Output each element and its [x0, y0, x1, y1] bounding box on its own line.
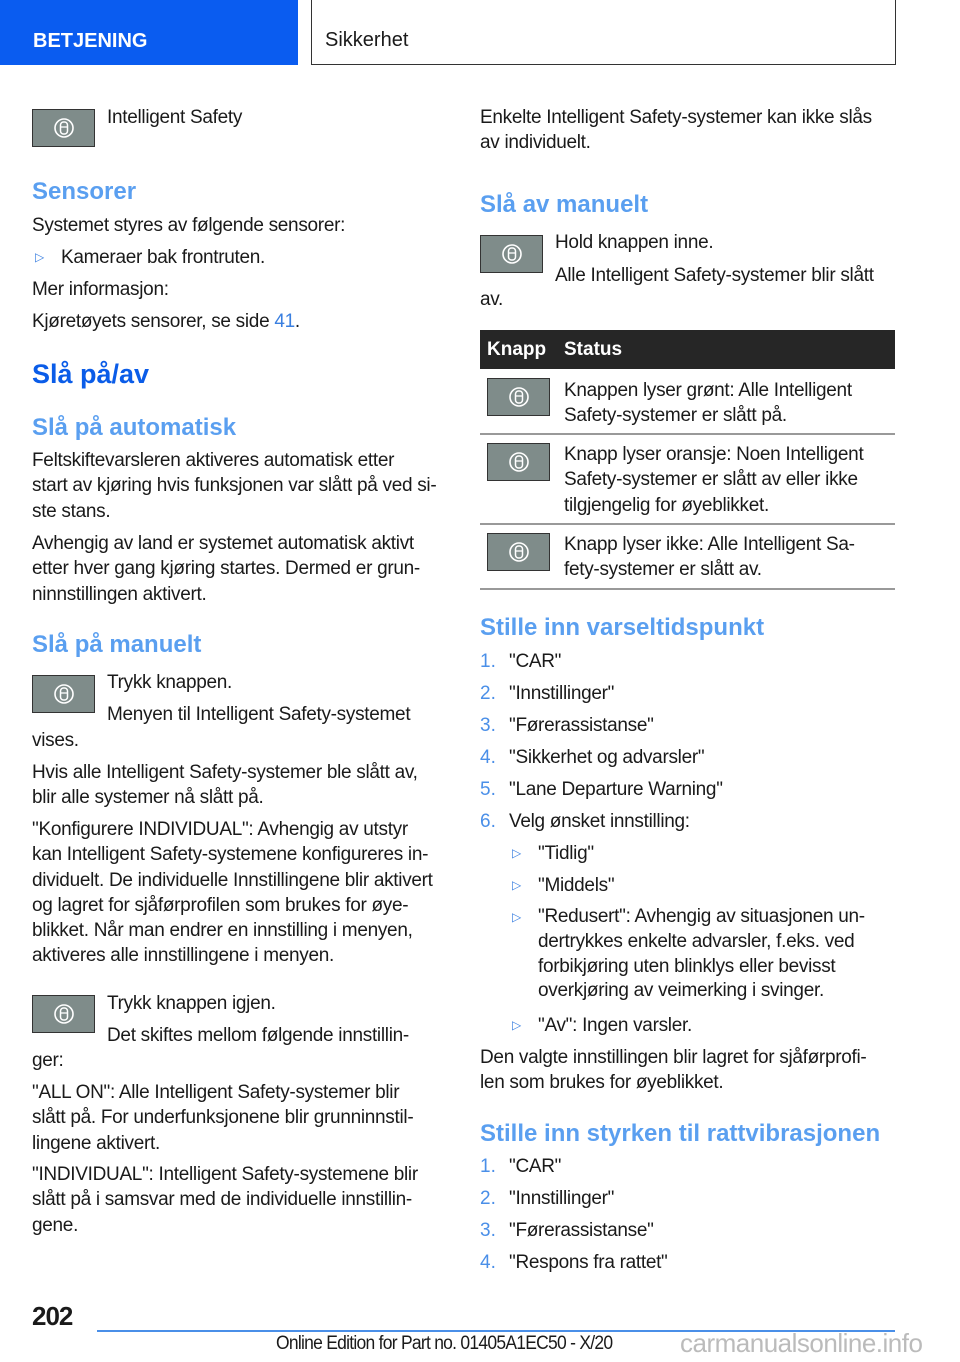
step-number: 5. — [480, 779, 496, 800]
heading-automatisk: Slå på automatisk — [32, 414, 237, 441]
list-item: "Førerassistanse" — [509, 1220, 654, 1241]
page-link[interactable]: 41 — [274, 311, 295, 332]
step-number: 4. — [480, 747, 496, 768]
intelligent-safety-button-icon — [487, 378, 550, 416]
list-item: "Førerassistanse" — [509, 715, 654, 736]
step-number: 2. — [480, 1188, 496, 1209]
triangle-bullet-icon: ▷ — [512, 1018, 522, 1032]
step-number: 4. — [480, 1252, 496, 1273]
list-item: "Innstillinger" — [509, 1188, 615, 1209]
intelligent-safety-button-icon — [487, 533, 550, 571]
table-row-divider — [480, 433, 895, 435]
step: ger: — [32, 1050, 64, 1071]
paragraph: Systemet styres av følgende sensorer: — [32, 215, 346, 236]
icon-label: Intelligent Safety — [107, 107, 243, 128]
table-cell-status: Knapp lyser ikke: Alle Intelligent Sa- fety-systemer er slått av. — [564, 534, 855, 581]
intelligent-safety-button-icon — [32, 675, 95, 713]
triangle-bullet-icon: ▷ — [512, 910, 522, 924]
list-item: "CAR" — [509, 651, 562, 672]
intelligent-safety-button-icon — [480, 235, 543, 273]
step: vises. — [32, 730, 79, 751]
step: Det skiftes mellom følgende innstillin- — [107, 1025, 409, 1046]
paragraph: Avhengig av land er systemet automatisk aktivt etter hver gang kjøring startes. Dermed er grun- ninnstillingen aktivert. — [32, 533, 420, 605]
step: av. — [480, 289, 504, 310]
triangle-bullet-icon: ▷ — [512, 846, 522, 860]
step: Menyen til Intelligent Safety-systemet — [107, 704, 411, 725]
column-header: Knapp — [487, 339, 547, 360]
chapter-tab — [311, 0, 896, 65]
option-item: "Av": Ingen varsler. — [538, 1015, 692, 1036]
heading-manuelt: Slå på manuelt — [32, 631, 202, 658]
option-item: "Redusert": Avhengig av situasjonen un- dertrykkes enkelte advarsler, f.eks. ved forbikjøring uten blinklys eller bevisst overkjøring av veimerking i svinger. — [538, 906, 865, 1002]
option-item: "Tidlig" — [538, 843, 594, 864]
heading-rattvibrasjon: Stille inn styrken til rattvibrasjonen — [480, 1120, 881, 1147]
list-item: "Lane Departure Warning" — [509, 779, 723, 800]
list-item: Velg ønsket innstilling: — [509, 811, 690, 832]
watermark: carmanualsonline.info — [680, 1328, 923, 1358]
triangle-bullet-icon: ▷ — [35, 250, 45, 264]
paragraph: Den valgte innstillingen blir lagret for sjåførprofi- len som brukes for øyeblikket. — [480, 1047, 867, 1094]
step-number: 1. — [480, 651, 496, 672]
step-number: 2. — [480, 683, 496, 704]
intelligent-safety-button-icon — [32, 109, 95, 147]
paragraph: "ALL ON": Alle Intelligent Safety-systemer blir slått på. For underfunksjonene blir grunninnstil- lingene aktivert. — [32, 1082, 414, 1154]
step-number: 3. — [480, 715, 496, 736]
list-item: "Respons fra rattet" — [509, 1252, 668, 1273]
paragraph: Enkelte Intelligent Safety-systemer kan ikke slås av individuelt. — [480, 107, 872, 154]
intelligent-safety-button-icon — [487, 443, 550, 481]
table-cell-status: Knappen lyser grønt: Alle Intelligent Safety-systemer er slått på. — [564, 380, 852, 427]
chapter-title: Sikkerhet — [325, 29, 409, 51]
step-number: 6. — [480, 811, 496, 832]
table-row-divider — [480, 588, 895, 590]
step: Alle Intelligent Safety-systemer blir slått — [555, 265, 874, 286]
heading-sla-pa-av: Slå på/av — [32, 359, 150, 389]
heading-sensorer: Sensorer — [32, 178, 137, 205]
heading-varseltidspunkt: Stille inn varseltidspunkt — [480, 614, 765, 641]
list-item: "Innstillinger" — [509, 683, 615, 704]
paragraph: "INDIVIDUAL": Intelligent Safety-systemene blir slått på i samsvar med de individuelle innstillin- gene. — [32, 1164, 418, 1236]
section-title: BETJENING — [33, 30, 148, 52]
paragraph: "Konfigurere INDIVIDUAL": Avhengig av utstyr kan Intelligent Safety-systemene konfigureres in- dividuelt. De individuelle Innstillingene blir aktivert og lagret for sjåførprofilen som brukes for øye- blikket. Når man endrer en innstilling i menyen, aktiveres alle innstillingene i menyen. — [32, 819, 433, 967]
paragraph: Mer informasjon: — [32, 279, 169, 300]
intelligent-safety-button-icon — [32, 995, 95, 1033]
list-item: "Sikkerhet og advarsler" — [509, 747, 705, 768]
step: Trykk knappen. — [107, 672, 232, 693]
reference-end: . — [294, 311, 300, 332]
table-row-divider — [480, 523, 895, 525]
triangle-bullet-icon: ▷ — [512, 878, 522, 892]
paragraph: Feltskiftevarsleren aktiveres automatisk etter start av kjøring hvis funksjonen var slått på ved si- ste stans. — [32, 450, 437, 522]
page-number: 202 — [32, 1301, 73, 1331]
step-number: 3. — [480, 1220, 496, 1241]
table-header — [480, 330, 895, 369]
list-item: "CAR" — [509, 1156, 562, 1177]
table-cell-status: Knapp lyser oransje: Noen Intelligent Safety-systemer er slått av eller ikke tilgjengelig for øyeblikket. — [564, 444, 864, 516]
step: Hold knappen inne. — [555, 232, 714, 253]
paragraph: Hvis alle Intelligent Safety-systemer ble slått av, blir alle systemer nå slått på. — [32, 762, 418, 809]
reference — [32, 309, 300, 334]
bullet-item: Kameraer bak frontruten. — [61, 247, 266, 268]
edition-text: Online Edition for Part no. 01405A1EC50 - X/20 — [276, 1333, 613, 1354]
reference-text: Kjøretøyets sensorer, se side — [32, 311, 275, 332]
step-number: 1. — [480, 1156, 496, 1177]
column-header: Status — [564, 339, 623, 360]
step: Trykk knappen igjen. — [107, 993, 276, 1014]
option-item: "Middels" — [538, 875, 615, 896]
heading-sla-av: Slå av manuelt — [480, 191, 649, 218]
section-tab — [0, 0, 298, 65]
